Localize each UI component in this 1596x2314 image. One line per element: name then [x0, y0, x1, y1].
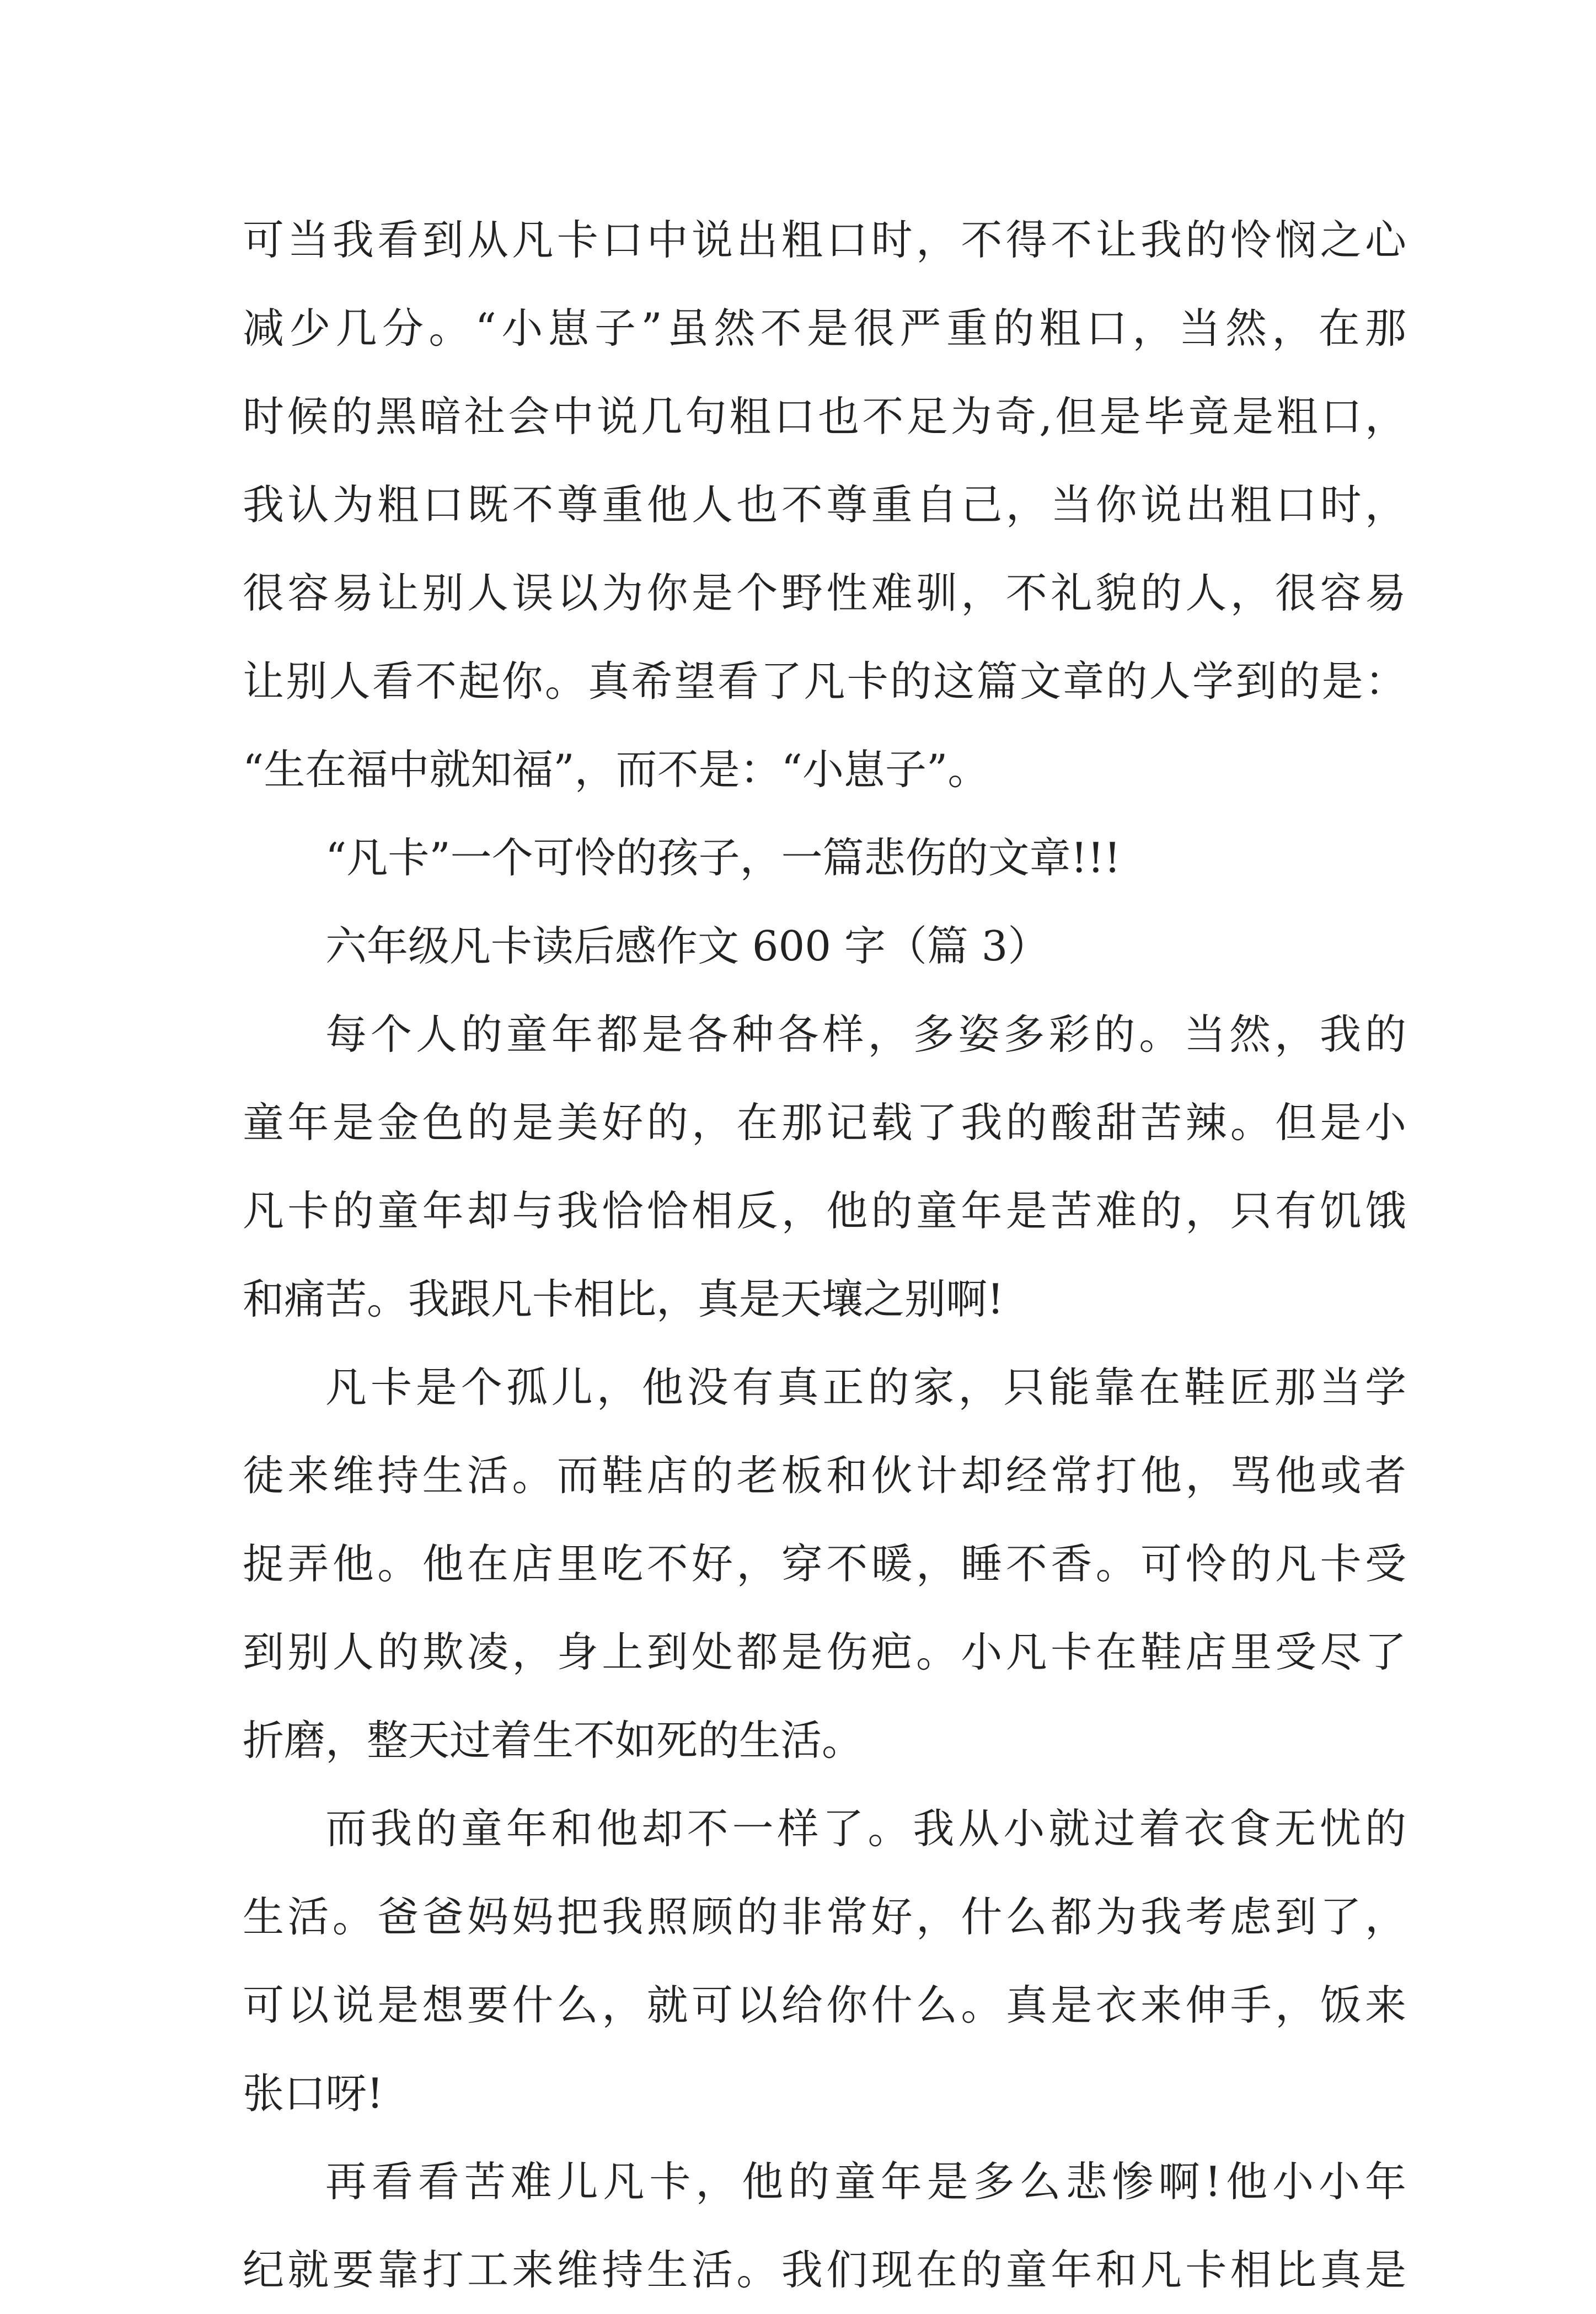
text-line: 徒来维持生活。而鞋店的老板和伙计却经常打他，骂他或者 — [243, 1451, 1406, 1500]
text-line: 再看看苦难儿凡卡，他的童年是多么悲惨啊!他小小年 — [325, 2157, 1406, 2206]
text-line: 凡卡的童年却与我恰恰相反，他的童年是苦难的，只有饥饿 — [243, 1187, 1406, 1235]
text-line: 让别人看不起你。真希望看了凡卡的这篇文章的人学到的是： — [243, 657, 1406, 706]
text-line: 和痛苦。我跟凡卡相比，真是天壤之别啊! — [243, 1275, 1004, 1323]
text-line: 很容易让别人误以为你是个野性难驯，不礼貌的人，很容易 — [243, 569, 1406, 617]
text-line: 折磨，整天过着生不如死的生活。 — [243, 1716, 864, 1765]
text-line: 每个人的童年都是各种各样，多姿多彩的。当然，我的 — [325, 1010, 1406, 1059]
text-line: 到别人的欺凌，身上到处都是伤疤。小凡卡在鞋店里受尽了 — [243, 1628, 1406, 1676]
text-line: 而我的童年和他却不一样了。我从小就过着衣食无忧的 — [325, 1804, 1406, 1853]
text-line: 可当我看到从凡卡口中说出粗口时，不得不让我的怜悯之心 — [243, 216, 1406, 264]
text-line: 捉弄他。他在店里吃不好，穿不暖，睡不香。可怜的凡卡受 — [243, 1540, 1406, 1588]
document-body — [243, 196, 1406, 2314]
text-line: 可以说是想要什么，就可以给你什么。真是衣来伸手，饭来 — [243, 1981, 1406, 2029]
text-line: 纪就要靠打工来维持生活。我们现在的童年和凡卡相比真是 — [243, 2246, 1406, 2294]
text-line: 凡卡是个孤儿，他没有真正的家，只能靠在鞋匠那当学 — [325, 1363, 1406, 1412]
text-line: “生在福中就知福”，而不是：“小崽子”。 — [243, 745, 989, 794]
text-line: “凡卡”一个可怜的孩子，一篇悲伤的文章!!! — [325, 833, 1121, 882]
text-line: 减少几分。“小崽子”虽然不是很严重的粗口，当然，在那 — [243, 304, 1406, 352]
text-line: 时候的黑暗社会中说几句粗口也不足为奇,但是毕竟是粗口， — [243, 392, 1406, 441]
text-line: 生活。爸爸妈妈把我照顾的非常好，什么都为我考虑到了， — [243, 1893, 1406, 1941]
text-line: 张口呀! — [243, 2069, 384, 2118]
text-line: 童年是金色的是美好的，在那记载了我的酸甜苦辣。但是小 — [243, 1098, 1406, 1147]
text-line: 我认为粗口既不尊重他人也不尊重自己，当你说出粗口时， — [243, 480, 1406, 529]
section-heading: 六年级凡卡读后感作文 600 字（篇 3） — [325, 922, 1049, 970]
